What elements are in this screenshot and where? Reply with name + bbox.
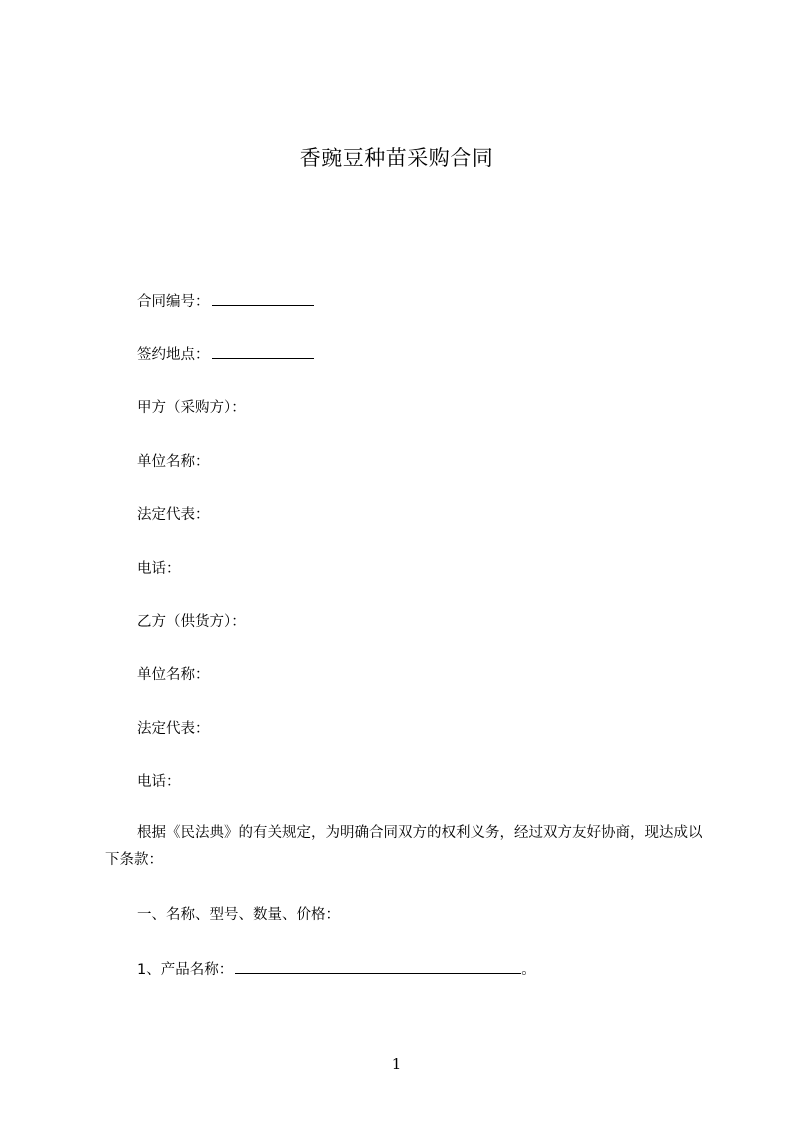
- party-b-heading: 乙方（供货方）：: [137, 614, 246, 630]
- contract-number-label: 合同编号：: [137, 294, 210, 310]
- party-b-representative: 法定代表：: [137, 721, 210, 737]
- party-a-unit-name: 单位名称：: [137, 454, 210, 470]
- item-1-line: [137, 959, 536, 980]
- contract-number-line: [137, 291, 314, 312]
- sign-place-blank[interactable]: [212, 344, 314, 359]
- party-a-phone: 电话：: [137, 561, 181, 577]
- section-1-heading: 一、名称、型号、数量、价格：: [137, 907, 340, 923]
- item-1-period: 。: [521, 962, 536, 978]
- document-title: 香豌豆种苗采购合同: [299, 146, 494, 170]
- sign-place-label: 签约地点：: [137, 347, 210, 363]
- product-name-blank[interactable]: [235, 959, 521, 974]
- sign-place-line: [137, 344, 314, 365]
- item-1-label: 1、产品名称：: [137, 962, 234, 978]
- party-b-phone: 电话：: [137, 774, 181, 790]
- preamble-paragraph: 根据《民法典》的有关规定，为明确合同双方的权利义务，经过双方友好协商，现达成以下条款：: [105, 825, 703, 868]
- page-number: 1: [391, 1055, 402, 1073]
- party-b-unit-name: 单位名称：: [137, 667, 210, 683]
- contract-number-blank[interactable]: [212, 291, 314, 306]
- party-a-representative: 法定代表：: [137, 507, 210, 523]
- party-a-heading: 甲方（采购方）：: [137, 400, 246, 416]
